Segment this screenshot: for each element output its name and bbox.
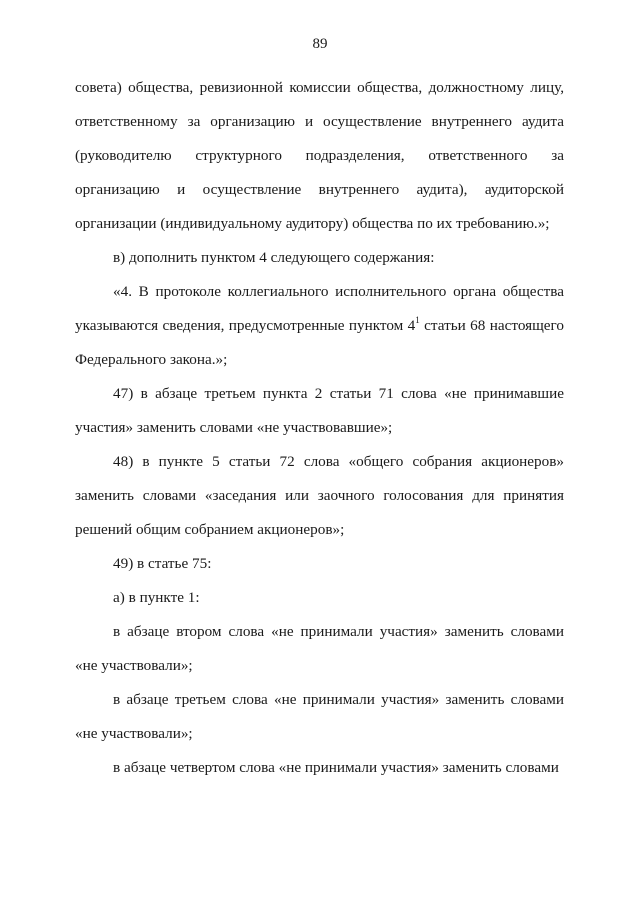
paragraph-point-4-text-end: статьи 68 настоящего Федерального закона.»; (75, 317, 564, 368)
paragraph-abzac-2: в абзаце втором слова «не принимали участия» заменить словами «не участвовали»; (75, 623, 564, 674)
page-number: 89 (312, 36, 328, 52)
paragraph-continuation: совета) общества, ревизионной комиссии общества, должностному лицу, ответственному за организацию и осуществление внутреннего аудита (руководителю структурного подразделения, ответственного за организацию и осуществление внутреннего аудита), аудиторской организации (индивидуальному аудитору) общества по их требованию.»; (75, 79, 564, 232)
paragraph-subpoint-a: а) в пункте 1: (113, 589, 200, 606)
paragraph-subpoint-v: в) дополнить пунктом 4 следующего содержания: (113, 249, 435, 266)
document-body (75, 71, 564, 785)
paragraph-abzac-3: в абзаце третьем слова «не принимали участия» заменить словами «не участвовали»; (75, 691, 564, 742)
paragraph-abzac-4: в абзаце четвертом слова «не принимали участия» заменить словами (113, 759, 559, 776)
paragraph-point-4 (75, 275, 564, 377)
paragraph-item-48: 48) в пункте 5 статьи 72 слова «общего собрания акционеров» заменить словами «заседания или заочного голосования для принятия решений общим собранием акционеров»; (75, 453, 564, 538)
superscript-1: 1 (415, 315, 420, 325)
paragraph-item-47: 47) в абзаце третьем пункта 2 статьи 71 слова «не принимавшие участия» заменить словами «не участвовавшие»; (75, 385, 564, 436)
paragraph-point-4-text-start: «4. В протоколе коллегиального исполнительного органа общества указываются сведения, предусмотренные пунктом 4 (75, 283, 564, 334)
paragraph-item-49: 49) в статье 75: (113, 555, 212, 572)
